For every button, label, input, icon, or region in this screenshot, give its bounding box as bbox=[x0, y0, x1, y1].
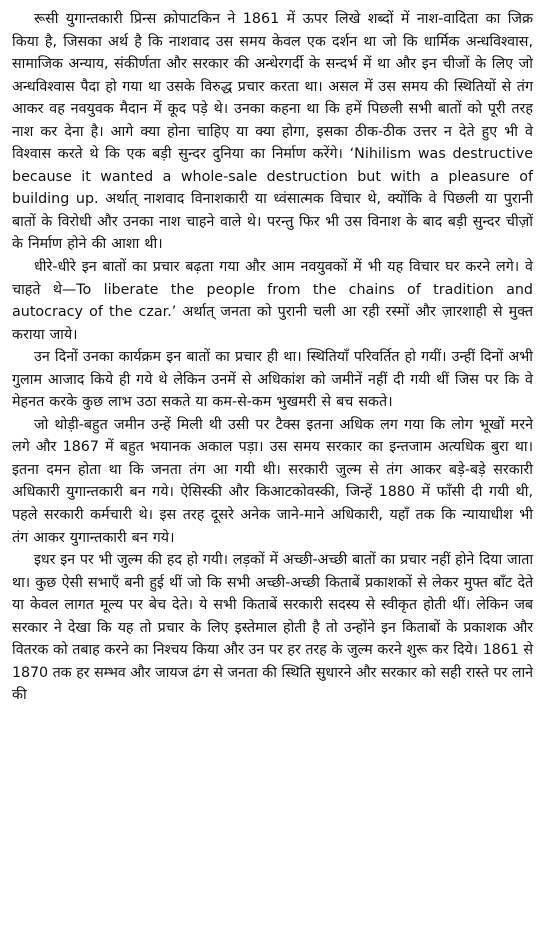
paragraph-4: जो थोड़ी-बहुत जमीन उन्हें मिली थी उसी पर टैक्स इतना अधिक लग गया कि लोग भूखों मरने लगे और 1867 में बहुत भयानक अकाल पड़ा। उस समय सरकार का इन्तजाम अत्यधिक बुरा था। इतना दमन होता था कि जनता तंग आ गयी थी। सरकारी जुल्म से तंग आकर बड़े-बड़े सरकारी अधिकारी युगान्तकारी बन गये। ऐसिस्की और किआटकोवस्की, जिन्हें 1880 में फाँसी दी गयी थी, पहले सरकारी कर्मचारी थे। इस तरह दूसरे अनेक जाने-माने अधिकारी, यहाँ तक कि न्यायाधीश भी तंग आकर युगान्तकारी बन गये। bbox=[12, 416, 533, 546]
paragraph-5: इधर इन पर भी जुल्म की हद हो गयी। लड़कों में अच्छी-अच्छी बातों का प्रचार नहीं होने दिया जाता था। कुछ ऐसी सभाएँ बनी हुई थीं जो कि सभी अच्छी-अच्छी किताबें प्रकाशकों से लेकर मुफ्त बाँट देते या केवल लागत मूल्य पर बेच देते। ये सभी किताबें सरकारी सदस्य से स्वीकृत होती थीं। लेकिन जब सरकार ने देखा कि यह तो प्रचार के लिए इस्तेमाल होती है तो उन्होंने इन किताबों के प्रकाशक और वितरक को तबाह करने का निश्चय किया और उन पर हर तरह के जुल्म करने शुरू कर दिये। 1861 से 1870 तक हर सम्भव और जायज ढंग से जनता की स्थिति सुधारने और सरकार को सही रास्ते पर लाने की bbox=[12, 552, 533, 704]
paragraph-3: उन दिनों उनका कार्यक्रम इन बातों का प्रचार ही था। स्थितियाँ परिवर्तित हो गयीं। उन्हीं दिनों अभी गुलाम आजाद किये ही गये थे लेकिन उनमें से अधिकांश को जमीनें नहीं दी गयी थीं जिस पर कि वे मेहनत करके कुछ लाभ उठा सकते या कम-से-कम भुखमरी से बच सकते। bbox=[12, 349, 533, 411]
paragraph-2: धीरे-धीरे इन बातों का प्रचार बढ़ता गया और आम नवयुवकों में भी यह विचार घर करने लगे। वे चाहते थे—To liberate the people from the chains of tradition and autocracy of the czar.’ अर्थात् जनता को पुरानी चली आ रही रस्मों और ज़ारशाही से मुक्त कराया जाये। bbox=[12, 259, 533, 343]
paragraph-1: रूसी युगान्तकारी प्रिन्स क्रोपाटकिन ने 1861 में ऊपर लिखे शब्दों में नाश-वादिता का जिक्र किया है, जिसका अर्थ है कि नाशवाद उस समय केवल एक दर्शन था जो कि धार्मिक अन्धविश्वास, सामाजिक अन्याय, संकीर्णता और सरकार की अन्धेरगर्दी के सन्दर्भ में था और इन चीजों के लिए जो अन्धविश्वास पैदा हो गया था उसके विरुद्ध प्रचार करता था। असल में उस समय की स्थितियों से तंग आकर वह नवयुवक मैदान में कूद पड़े थे। उनका कहना था कि हमें पिछली सभी बातों को पूरी तरह नाश कर देना है। आगे क्या होना चाहिए या क्या होगा, इसका ठीक-ठीक उत्तर न देते हुए भी वे विश्वास करते थे कि एक बड़ी सुन्दर दुनिया का निर्माण करेंगे। ‘Nihilism was destructive because it wanted a whole-sale destruction but with a pleasure of building up. अर्थात् नाशवाद विनाशकारी या ध्वंसात्मक विचार थे, क्योंकि वे पिछली या पुरानी बातों के विरोधी और उनका नाश चाहने वाले थे। परन्तु फिर भी उस विनाश के बाद बड़ी सुन्दर चीज़ों के निर्माण होने की आशा थी। bbox=[12, 11, 533, 253]
